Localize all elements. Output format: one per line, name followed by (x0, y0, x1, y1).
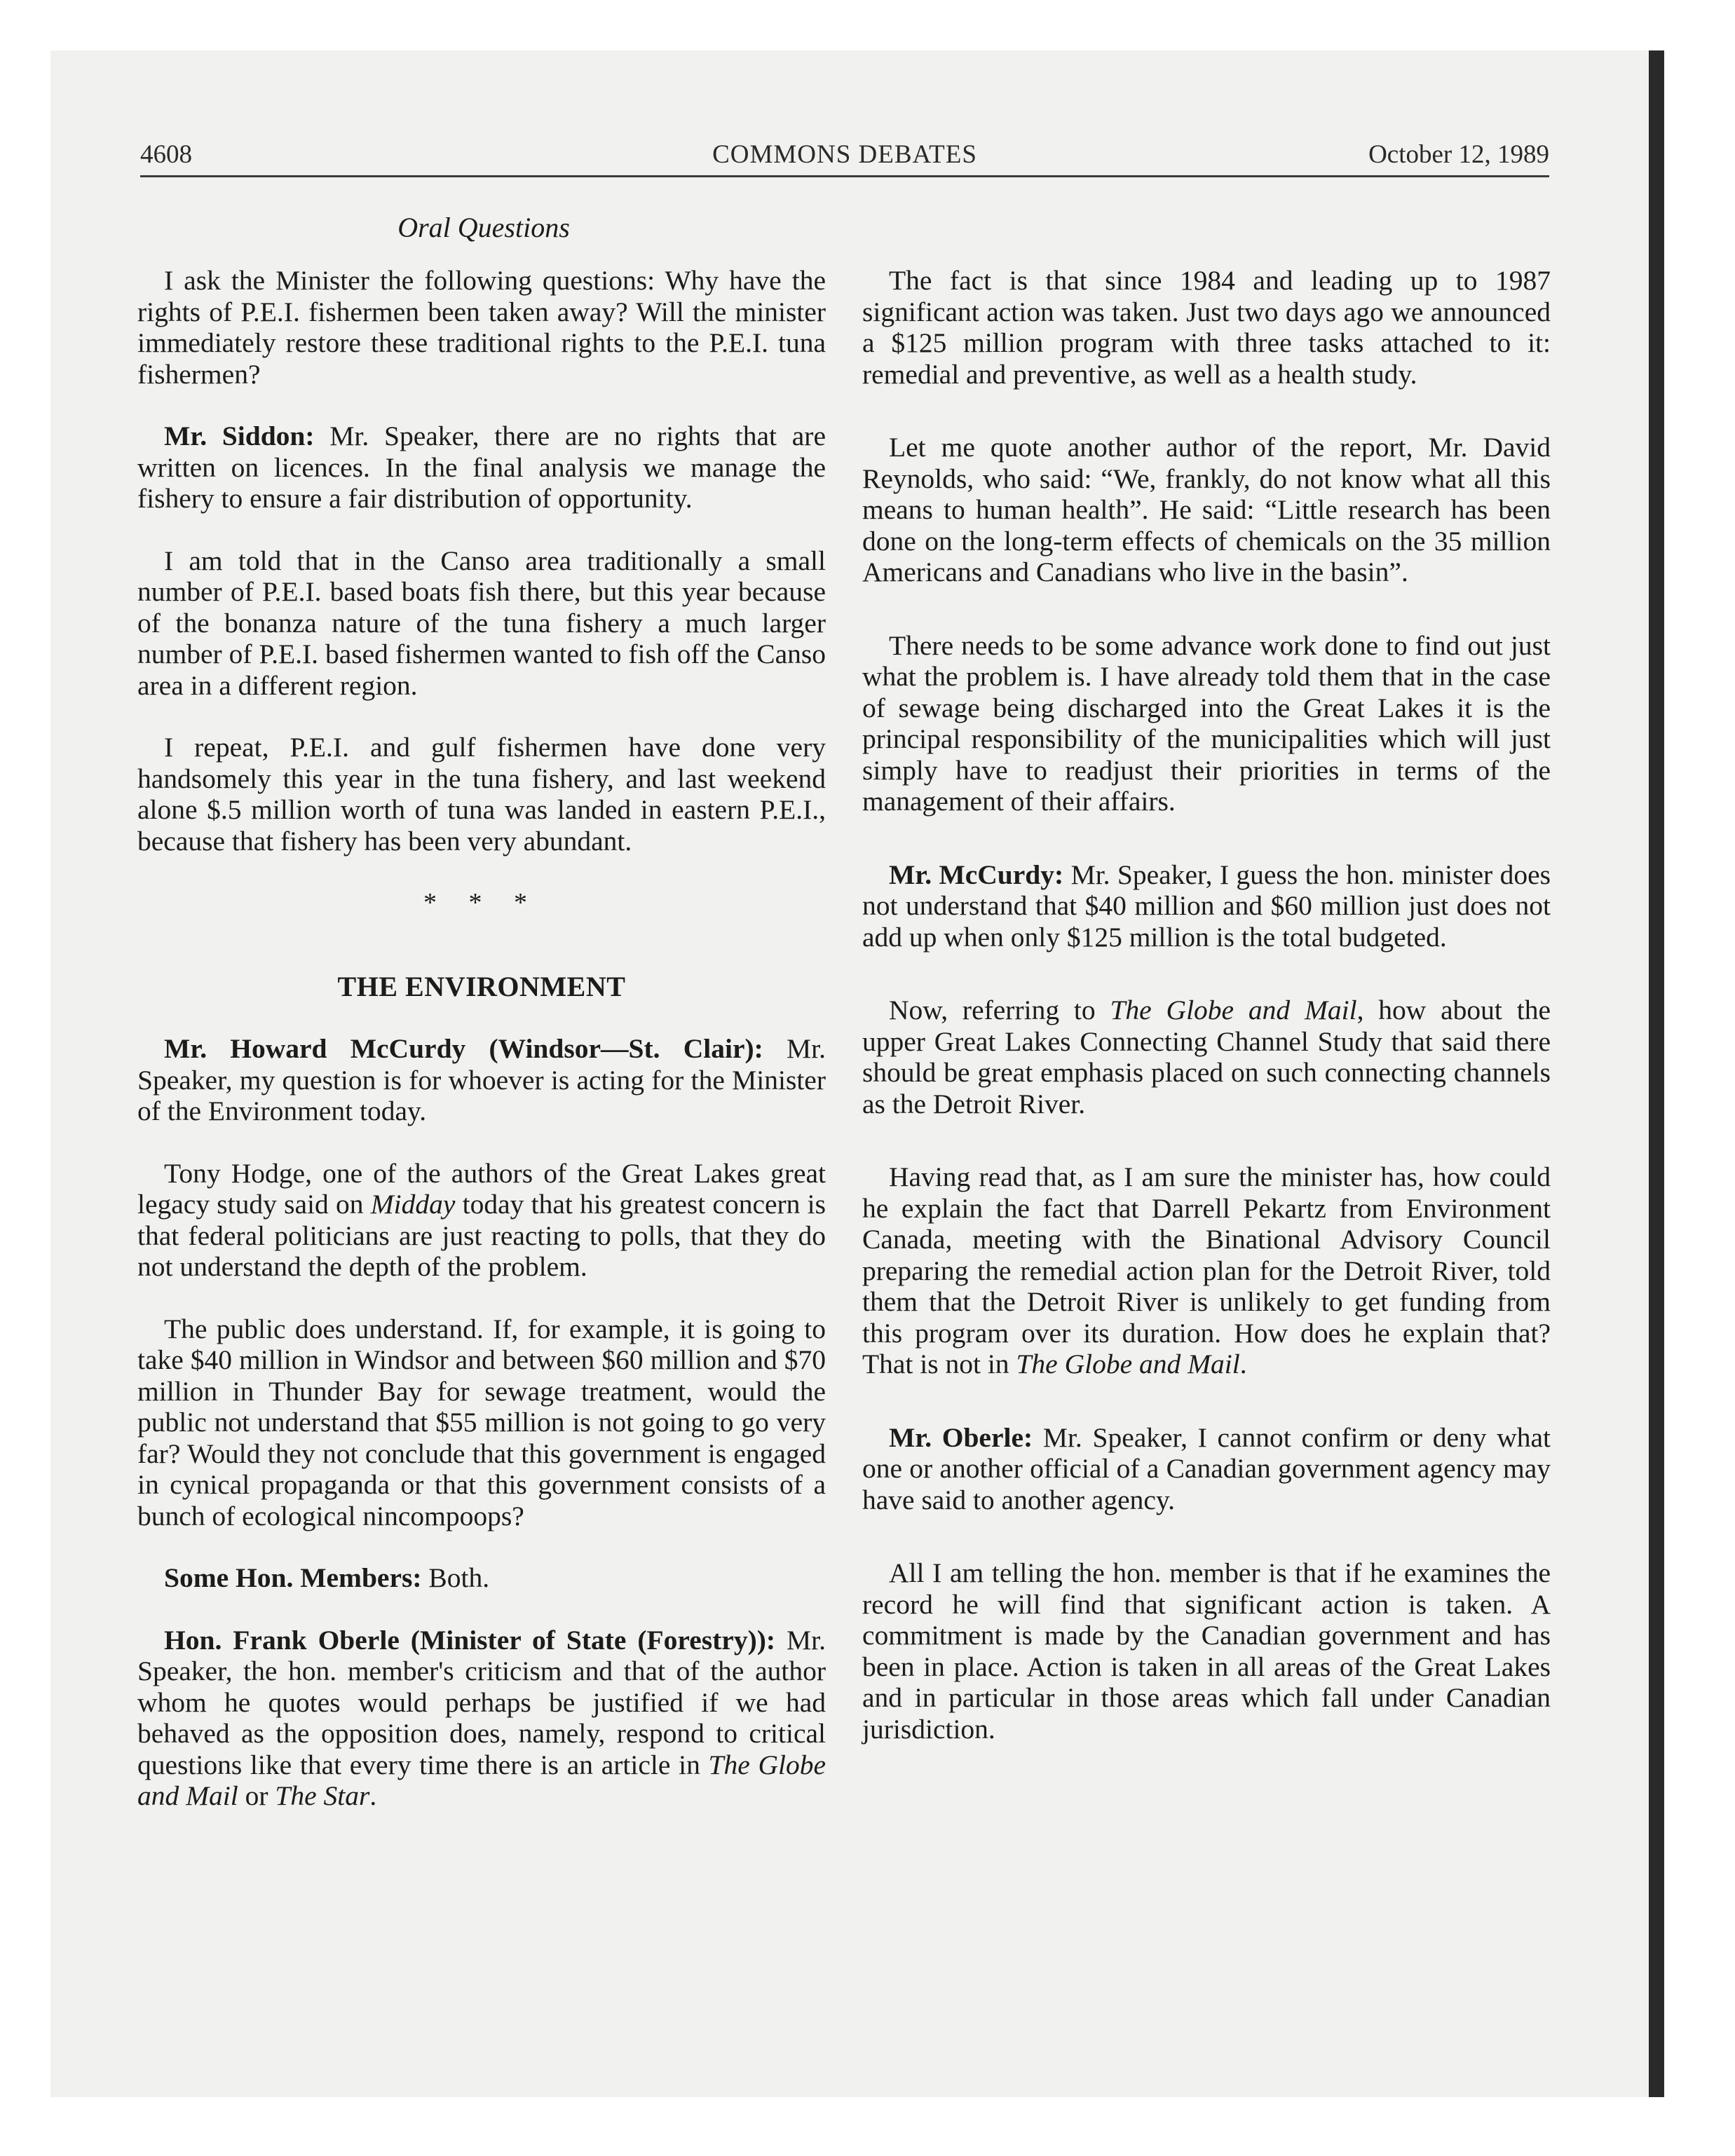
paragraph-text: Both. (421, 1562, 490, 1593)
paragraph-text: or (238, 1780, 275, 1811)
paragraph (862, 1422, 1551, 1516)
paragraph (137, 1158, 826, 1283)
paragraph (862, 1557, 1551, 1745)
paragraph (862, 859, 1551, 953)
paragraph (137, 1314, 826, 1532)
publication-name: The Globe and Mail (137, 1749, 826, 1811)
speaker-name: Hon. Frank Oberle (Minister of State (Forestry)): (164, 1624, 776, 1656)
paragraph (862, 630, 1551, 817)
paragraph (862, 265, 1551, 390)
paragraph-text: Tony Hodge, one of the authors of the Great Lakes great legacy study said on (137, 1157, 826, 1220)
paragraph-text: . (1239, 1349, 1247, 1379)
running-header (140, 137, 1549, 172)
paragraph-text: , how about the upper Great Lakes Connecting Channel Study that said there should be great emphasis placed on such connecting channels as the Detroit River. (862, 995, 1551, 1119)
paragraph-text: today that his greatest concern is that federal politicians are just reacting to polls, that they do not understand the depth of the problem. (137, 1189, 826, 1282)
paragraph-text: Mr. Speaker, the hon. member's criticism and that of the author whom he quotes would perhaps be justified if we had behaved as the opposition does, namely, respond to critical questions like that every time there is an article in (137, 1624, 826, 1780)
right-column (862, 265, 1551, 1787)
publication-name: The Star (275, 1780, 370, 1811)
paragraph (137, 732, 826, 857)
paragraph-text: There needs to be some advance work done to find out just what the problem is. I have already told them that in the case of sewage being discharged into the Great Lakes it is the principal responsibility of the municipalities which will just simply have to readjust their priorities in terms of the management of their affairs. (862, 629, 1551, 817)
left-column (137, 265, 826, 1843)
paragraph-text: I ask the Minister the following questions: Why have the rights of P.E.I. fishermen been taken away? Will the minister immediately restore these traditional rights to the P.E.I. tuna fishermen? (137, 265, 826, 390)
paragraph-text: Having read that, as I am sure the minister has, how could he explain the fact that Darrell Pekartz from Environment Canada, meeting with the Binational Advisory Council preparing the remedial action plan for the Detroit River, told them that the Detroit River is unlikely to get funding from this program over its duration. How does he explain that? That is not in (862, 1161, 1551, 1379)
paragraph (137, 421, 826, 514)
page-edge-shadow (1649, 50, 1664, 2097)
paragraph (862, 995, 1551, 1119)
speaker-name: Some Hon. Members: (164, 1562, 422, 1593)
publication-name: The Globe and Mail (1110, 995, 1357, 1025)
paragraph-text: I am told that in the Canso area traditionally a small number of P.E.I. based boats fish there, but this year because of the bonanza nature of the tuna fishery a much larger number of P.E.I. based fishermen wanted to fish off the Canso area in a different region. (137, 545, 826, 701)
paragraph (862, 432, 1551, 588)
paragraph-text: The public does understand. If, for example, it is going to take $40 million in Windsor and between $60 million and $70 million in Thunder Bay for sewage treatment, would the public not understand that $55 million is not going to go very far? Would they not conclude that this government is engaged in cynical propaganda or that this government consists of a bunch of ecological nincompoops? (137, 1313, 826, 1531)
paragraph-text: . (369, 1780, 377, 1811)
paragraph-text: Mr. Speaker, my question is for whoever is acting for the Minister of the Environment today. (137, 1033, 826, 1126)
paragraph-text: Now, referring to (889, 995, 1110, 1025)
issue-date: October 12, 1989 (1368, 140, 1549, 169)
section-label: Oral Questions (397, 212, 570, 243)
paragraph (137, 545, 826, 702)
speaker-name: Mr. Siddon: (164, 421, 315, 451)
paragraph (137, 265, 826, 390)
header-rule (140, 175, 1549, 177)
paragraph-text: Let me quote another author of the report, Mr. David Reynolds, who said: “We, frankly, do not know what all this means to human health”. He said: “Little research has been done on the long-term effects of chemicals on the 35 million Americans and Canadians who live in the basin”. (862, 432, 1551, 587)
publication-name: The Globe and Mail (1016, 1349, 1240, 1379)
speaker-name: Mr. Howard McCurdy (Windsor—St. Clair): (164, 1033, 763, 1064)
paragraph-text: Mr. Speaker, I guess the hon. minister does not understand that $40 million and $60 million just does not add up when only $125 million is the total budgeted. (862, 859, 1551, 953)
paragraph-text: Mr. Speaker, I cannot confirm or deny what one or another official of a Canadian government agency may have said to another agency. (862, 1421, 1551, 1515)
paragraph-text: I repeat, P.E.I. and gulf fishermen have done very handsomely this year in the tuna fishery, and last weekend alone $.5 million worth of tuna was landed in eastern P.E.I., because that fishery has been very abundant. (137, 732, 826, 857)
page-number: 4608 (140, 140, 192, 169)
paragraph (137, 1562, 826, 1594)
paragraph-text: Mr. Speaker, there are no rights that are written on licences. In the final analysis we manage the fishery to ensure a fair distribution of opportunity. (137, 421, 826, 514)
paragraph (137, 1625, 826, 1812)
section-heading: THE ENVIRONMENT (337, 971, 626, 1002)
paragraph (137, 1033, 826, 1127)
section-separator: * * * (423, 888, 540, 917)
publication-title: COMMONS DEBATES (712, 140, 977, 169)
paragraph-text: All I am telling the hon. member is that if he examines the record he will find that significant action is taken. A commitment is made by the Canadian government and has been in place. Action is taken in all areas of the Great Lakes and in particular in those areas which fall under Canadian jurisdiction. (862, 1557, 1551, 1745)
paragraph (862, 1161, 1551, 1380)
speaker-name: Mr. McCurdy: (889, 859, 1064, 890)
paragraph-text: The fact is that since 1984 and leading up to 1987 significant action was taken. Just two days ago we announced a $125 million program with three tasks attached to it: remedial and preventive, as well as a health study. (862, 265, 1551, 390)
speaker-name: Mr. Oberle: (889, 1421, 1033, 1453)
program-title: Midday (370, 1189, 456, 1220)
